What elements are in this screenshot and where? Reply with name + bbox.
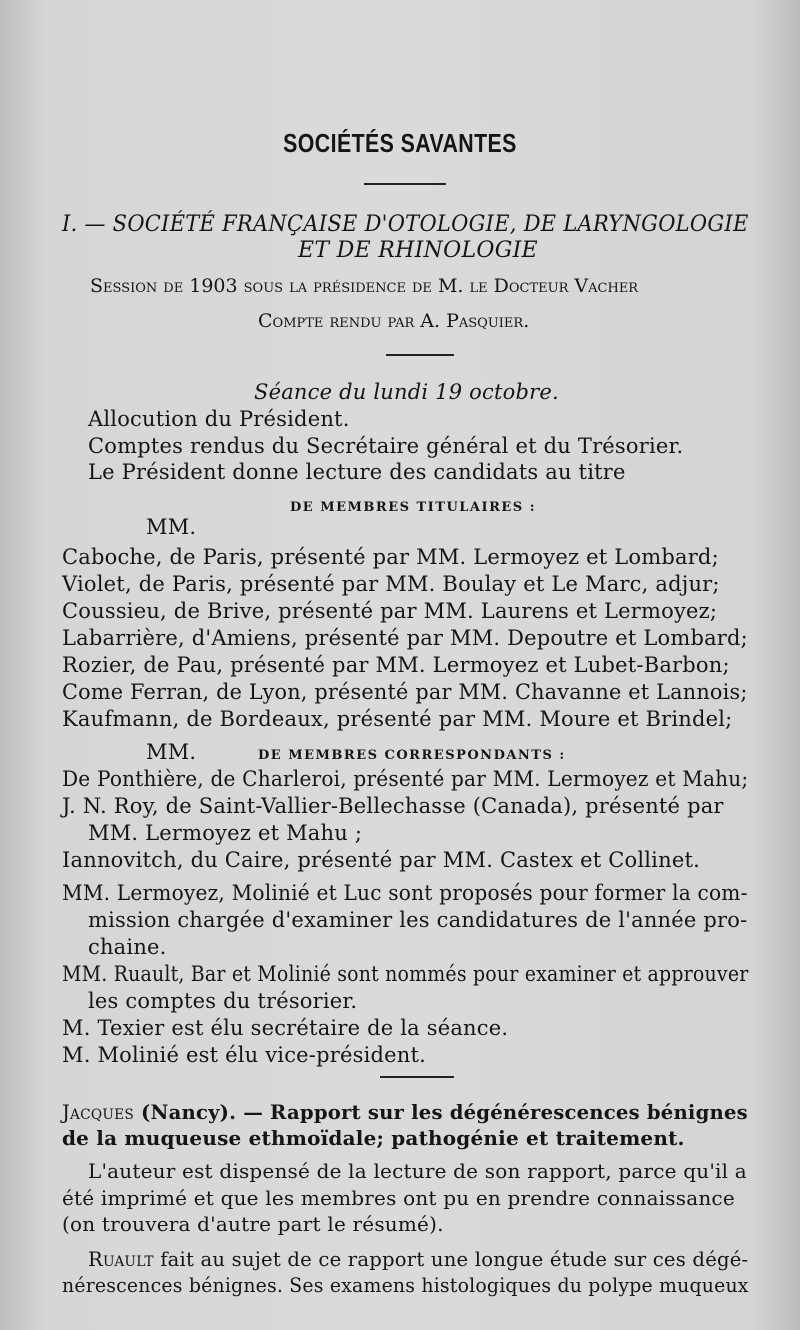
paragraph-line: L'auteur est dispensé de la lecture de son rapport, parce qu'il a xyxy=(88,1159,747,1183)
correspondants-heading: DE MEMBRES CORRESPONDANTS : xyxy=(258,748,566,763)
paragraph2-line1 xyxy=(88,1247,748,1271)
resolution-line: mission chargée d'examiner les candidatures de l'année pro- xyxy=(88,908,748,932)
correspondant-line: De Ponthière, de Charleroi, présenté par MM. Lermoyez et Mahu; xyxy=(62,767,749,791)
session-line: Session de 1903 sous la présidence de M. le Docteur Vacher xyxy=(90,275,639,297)
candidate-line: Coussieu, de Brive, présenté par MM. Laurens et Lermoyez; xyxy=(62,599,718,623)
candidate-line: Come Ferran, de Lyon, présenté par MM. Chavanne et Lannois; xyxy=(62,680,748,704)
rapport-rule xyxy=(380,1076,454,1078)
correspondants-mm: MM. xyxy=(146,740,197,764)
page-title: SOCIÉTÉS SAVANTES xyxy=(283,128,517,158)
seance-item: Allocution du Président. xyxy=(88,407,350,431)
candidate-line: Caboche, de Paris, présenté par MM. Lermoyez et Lombard; xyxy=(62,545,719,569)
resolution-line: MM. Lermoyez, Molinié et Luc sont proposés pour former la com- xyxy=(62,881,748,905)
candidate-line: Labarrière, d'Amiens, présenté par MM. Depoutre et Lombard; xyxy=(62,626,748,650)
seance-item: Comptes rendus du Secrétaire général et du Trésorier. xyxy=(88,434,684,458)
paragraph-line: été imprimé et que les membres ont pu en prendre connaissance xyxy=(62,1186,735,1210)
rapport-author: Jacques xyxy=(62,1100,134,1124)
resolution-line: chaine. xyxy=(88,935,167,959)
paragraph-line: (on trouvera d'autre part le résumé). xyxy=(62,1212,444,1236)
session-rule xyxy=(386,354,454,356)
correspondant-line: Iannovitch, du Caire, présenté par MM. Castex et Collinet. xyxy=(62,848,700,872)
resolution-line: MM. Ruault, Bar et Molinié sont nommés pour examiner et approuver xyxy=(62,962,749,986)
rapport-line2: de la muqueuse ethmoïdale; pathogénie et traitement. xyxy=(62,1126,685,1150)
paragraph2-author: Ruault xyxy=(88,1247,154,1271)
candidate-line: Kaufmann, de Bordeaux, présenté par MM. Moure et Brindel; xyxy=(62,707,733,731)
rapport-title-start: (Nancy). — Rapport sur les dégénérescences bénignes xyxy=(133,1100,748,1124)
section-heading-line2: ET DE RHINOLOGIE xyxy=(298,238,538,263)
resolution-line: M. Molinié est élu vice-président. xyxy=(62,1043,427,1067)
resolution-line: les comptes du trésorier. xyxy=(88,989,358,1013)
paragraph2-line2: nérescences bénignes. Ses examens histologiques du polype muqueux xyxy=(62,1273,749,1297)
titulaires-mm: MM. xyxy=(146,515,197,539)
candidate-line: Violet, de Paris, présenté par MM. Boulay et Le Marc, adjur; xyxy=(62,572,720,596)
seance-title: Séance du lundi 19 octobre. xyxy=(254,380,559,404)
correspondant-line: J. N. Roy, de Saint-Vallier-Bellechasse (Canada), présenté par xyxy=(62,794,724,818)
correspondant-line: MM. Lermoyez et Mahu ; xyxy=(88,821,363,845)
paragraph2-text: fait au sujet de ce rapport une longue étude sur ces dégé- xyxy=(153,1247,749,1271)
bleed-through-header xyxy=(460,88,465,103)
section-heading-line1: I. — SOCIÉTÉ FRANÇAISE D'OTOLOGIE, DE LARYNGOLOGIE xyxy=(62,212,749,237)
rapport-line1 xyxy=(62,1100,748,1124)
compte-rendu-line: Compte rendu par A. Pasquier. xyxy=(258,310,530,332)
seance-item: Le Président donne lecture des candidats au titre xyxy=(88,460,626,484)
titulaires-heading: DE MEMBRES TITULAIRES : xyxy=(290,500,537,515)
title-rule xyxy=(364,183,446,185)
resolution-line: M. Texier est élu secrétaire de la séance. xyxy=(62,1016,509,1040)
candidate-line: Rozier, de Pau, présenté par MM. Lermoyez et Lubet-Barbon; xyxy=(62,653,730,677)
